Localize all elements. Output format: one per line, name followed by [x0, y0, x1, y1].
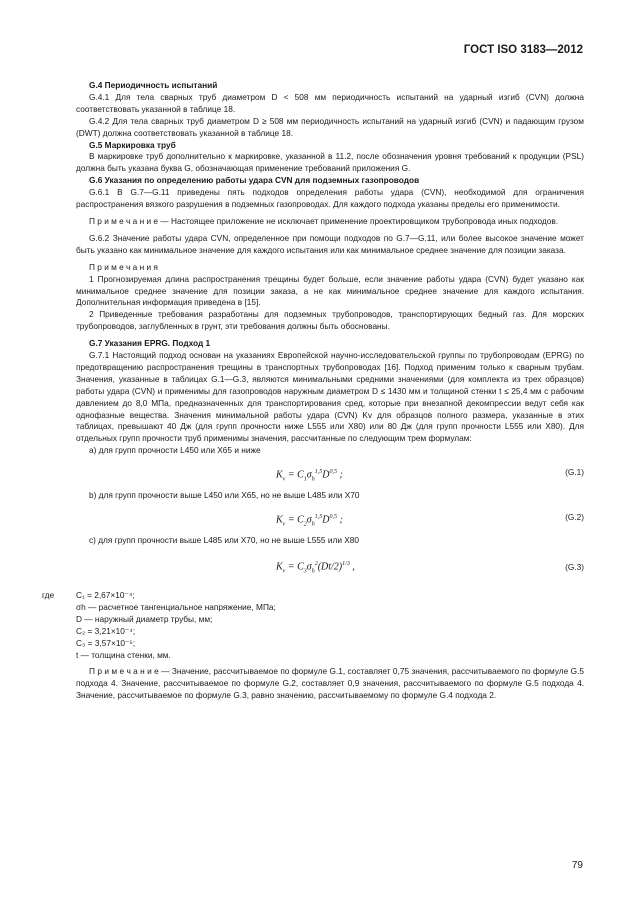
formula-g1 [76, 463, 584, 483]
note-a: 1 Прогнозируемая длина распространения трещины будет больше, если значение работы удара (CVN) будет указано как минимальное среднее значение для позиции заказа, а не как минимальное среднее значение для каждого испытания. Дополнительная информация приведена в [15]. [76, 273, 584, 308]
final-note [76, 666, 584, 702]
page-number: 79 [571, 860, 583, 871]
formula-g2-number: (G.2) [565, 512, 584, 523]
case-c-text: c) для групп прочности выше L485 или X70, но не выше L555 или X80 [89, 535, 360, 546]
formula-g1-number: (G.1) [565, 467, 584, 478]
paragraph-g6-1: G.6.1 В G.7—G.11 приведены пять подходов определения работы удара (CVN), необходимой для ограничения распространения вязкого разрушения в подземных газопроводах. Для каждого подхода указаны пределы его применимости. [76, 187, 584, 210]
final-note-text: — Значение, рассчитываемое по формуле G.1, составляет 0,75 значения, рассчитываемого по формуле G.5 подхода 4. Значение, рассчитываемое по формуле G.2, составляет 0,9 значения, рассчитываемого по формуле G.5 подхода 4. Значение, рассчитываемое по формуле G.3, равно значению, рассчитываемому по формуле G.4 подхода 2. [76, 666, 585, 701]
section-g4-title: G.4 Периодичность испытаний [89, 80, 218, 90]
definition-d: D — наружный диаметр трубы, мм; [76, 613, 213, 624]
section-g5-title: G.5 Маркировка труб [89, 139, 176, 150]
note-b: 2 Приведенные требования разработаны для подземных трубопроводов, транспортирующих бедный газ. Для морских трубопроводов, заглубленных в грунт, эти требования должны быть обоснованы. [76, 309, 584, 332]
note-1-label: П р и м е ч а н и е [89, 215, 159, 226]
formula-g3-expression: $K_v = C_3\sigma_h^2(Dt/2)^{1/3}$ , [276, 561, 355, 575]
document-body [42, 80, 585, 702]
paragraph-g5: В маркировке труб дополнительно к маркировке, указанной в 11.2, после обозначения уровня требований к продукции (PSL) должна быть указана буква G, обозначающая применение требований приложения G. [76, 151, 584, 174]
definition-c1: C₁ = 2,67×10⁻⁴; [76, 590, 135, 600]
section-g6-title: G.6 Указания по определению работы удара CVN для подземных газопроводов [89, 175, 420, 186]
definition-t: t — толщина стенки, мм. [76, 649, 171, 660]
formula-g2-expression: $K_v = C_2\sigma_h^{1,5}D^{0,5}$ ; [276, 514, 343, 528]
definition-sigma: σh — расчетное тангенциальное напряжение, МПа; [76, 601, 276, 612]
note-1 [76, 216, 584, 228]
where-label: где [42, 590, 55, 600]
notes-label: П р и м е ч а н и я [89, 261, 158, 272]
formula-g3-number: (G.3) [565, 562, 584, 572]
formula-g2 [76, 508, 584, 528]
formula-g3 [76, 553, 584, 583]
final-note-label: П р и м е ч а н и е [89, 666, 159, 677]
paragraph-g6-2: G.6.2 Значение работы удара CVN, определенное при помощи подходов по G.7—G.11, или более высокое значение может быть указано как минимальное значение для каждого испытания или как минимальное среднее значение для позиции заказа. [76, 232, 584, 255]
document-header: ГОСТ ISO 3183—2012 [463, 44, 583, 56]
paragraph-g4-1: G.4.1 Для тела сварных труб диаметром D < 508 мм периодичность испытаний на ударный изгиб (CVN) должна соответствовать указанной в таблице 18. [76, 91, 584, 114]
definition-c3: C₃ = 3,57×10⁻⁵; [76, 637, 136, 648]
case-b-text: b) для групп прочности выше L450 или X65, но не выше L485 или X70 [89, 490, 360, 501]
formula-g1-expression: $K_v = C_1\sigma_h^{1,5}D^{0,5}$ ; [276, 469, 343, 483]
paragraph-g4-2: G.4.2 Для тела сварных труб диаметром D ≥ 508 мм периодичность испытаний на ударный изгиб (CVN) и падающим грузом (DWT) должна соответствовать указанной в таблице 18. [76, 115, 584, 138]
case-a-text: а) для групп прочности L450 или X65 и ниже [89, 445, 261, 456]
variable-definitions [42, 590, 584, 661]
section-g7-title: G.7 Указания EPRG. Подход 1 [89, 338, 211, 349]
definition-c2: C₂ = 3,21×10⁻⁴; [76, 625, 136, 636]
note-1-text: — Настоящее приложение не исключает применение проектировщиком трубопровода иных подходов. [158, 215, 559, 226]
paragraph-g7-1: G.7.1 Настоящий подход основан на указаниях Европейской научно-исследовательской группы по трубопроводам (EPRG) по предотвращению распространения трещины в транспортных трубопроводах [16]. Подход применим только к сварным трубам. Значения, указанные в таблицах G.1—G.3, являются минимальными средними значениями (для комплекта из трех образцов) работы удара (CVN) и применимы для газопроводов наружным диаметром D ≤ 1430 мм и толщиной стенки t ≤ 25,4 мм с рабочим давлением до 8,0 МПа, предназначенных для транспортирования сред, которые при внезапной декомпрессии ведут себя как однофазные вещества. Значения минимальной работы удара (CVN) Kv для образцов полного размера, указанные в этих таблицах, превышают 40 Дж (для групп прочности ниже L555 или X80) или 80 Дж (для групп прочности L555 или X80). Для отдельных групп прочности труб применимы значения, рассчитанные по следующим трем формулам: [76, 350, 584, 444]
